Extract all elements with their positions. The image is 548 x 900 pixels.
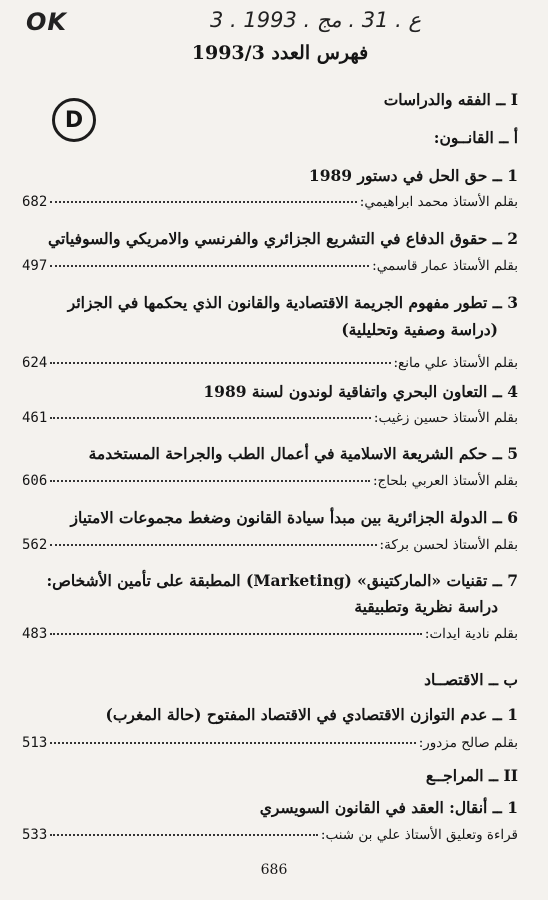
toc-entry-page: 606 [22,473,48,489]
section-heading-II: II ــ المراجــع [425,766,518,785]
dot-leader [50,201,356,203]
toc-entry-author-row [22,537,518,553]
toc-entry-page: 461 [22,410,48,426]
toc-entry-author-row [22,410,518,426]
subsection-heading-law: أ ــ القانــون: [433,128,518,147]
toc-entry-page: 682 [22,194,48,210]
dot-leader [50,417,371,419]
section-heading-I: I ــ الفقه والدراسات [383,90,518,109]
dot-leader [50,633,422,635]
dot-leader [50,265,369,267]
toc-entry-author: بقلم الأستاذ لحسن بركة: [379,537,518,553]
dot-leader [50,742,415,744]
toc-entry-author: بقلم الأستاذ حسين زغيب: [373,410,518,426]
toc-entry-author: بقلم الأستاذ محمد ابراهيمي: [359,194,518,210]
toc-entry-title: 1 ــ عدم التوازن الاقتصادي في الاقتصاد المفتوح (حالة المغرب) [105,705,518,724]
toc-entry-title: 4 ــ التعاون البحري واتفاقية لوندون لسنة 1989 [203,382,518,401]
toc-entry-author-row [22,626,518,642]
toc-entry-subtitle: (دراسة وصفية وتحليلية) [341,320,498,339]
dot-leader [50,544,376,546]
toc-entry-subtitle: دراسة نظرية وتطبيقية [354,597,498,616]
toc-entry-author-row [22,258,518,274]
toc-entry-title: 5 ــ حكم الشريعة الاسلامية في أعمال الطب والجراحة المستخدمة [88,444,518,463]
toc-entry-author: بقلم الأستاذ علي مانع: [393,355,518,371]
toc-entry-title: 7 ــ تقنيات «الماركتينق» (Marketing) المطبقة على تأمين الأشخاص: [46,571,518,590]
toc-entry-page: 497 [22,258,48,274]
toc-entry-title: 6 ــ الدولة الجزائرية بين مبدأ سيادة القانون وضغط مجموعات الامتياز [70,508,518,527]
toc-entry-author: قراءة وتعليق الأستاذ علي بن شنب: [320,827,518,843]
handwritten-reference-note: 3 . ع . 31 . مج . 1993 [210,8,421,32]
toc-entry-author-row [22,355,518,371]
handwritten-ok-note: OK [26,8,67,36]
toc-entry-author: بقلم الأستاذ العربي بلحاج: [372,473,518,489]
toc-entry-title: 1 ــ حق الحل في دستور 1989 [308,166,518,185]
toc-entry-title: 3 ــ تطور مفهوم الجريمة الاقتصادية والقانون الذي يحكمها في الجزائر [67,293,518,312]
subsection-heading-economy: ب ــ الاقتصــاد [424,670,518,689]
toc-entry-page: 562 [22,537,48,553]
circle-d-stamp-icon [52,98,96,142]
toc-entry-title: 2 ــ حقوق الدفاع في التشريع الجزائري والفرنسي والامريكي والسوفياتي [48,229,518,248]
dot-leader [50,362,390,364]
toc-entry-author: بقلم الأستاذ عمار قاسمي: [372,258,518,274]
toc-entry-author-row [22,473,518,489]
page-number: 686 [260,862,288,878]
toc-entry-author-row [22,194,518,210]
toc-entry-author: بقلم صالح مزدور: [418,735,518,751]
stamp-letter: D [64,107,84,133]
toc-entry-page: 483 [22,626,48,642]
toc-entry-author: بقلم نادية ايدات: [424,626,518,642]
toc-entry-page: 513 [22,735,48,751]
page-title: فهرس العدد 1993/3 [191,42,369,64]
toc-entry-author-row [22,827,518,843]
toc-entry-page: 624 [22,355,48,371]
dot-leader [50,480,370,482]
toc-entry-title: 1 ــ أنقال: العقد في القانون السويسري [259,798,518,817]
dot-leader [50,834,318,836]
toc-entry-page: 533 [22,827,48,843]
toc-entry-author-row [22,735,518,751]
